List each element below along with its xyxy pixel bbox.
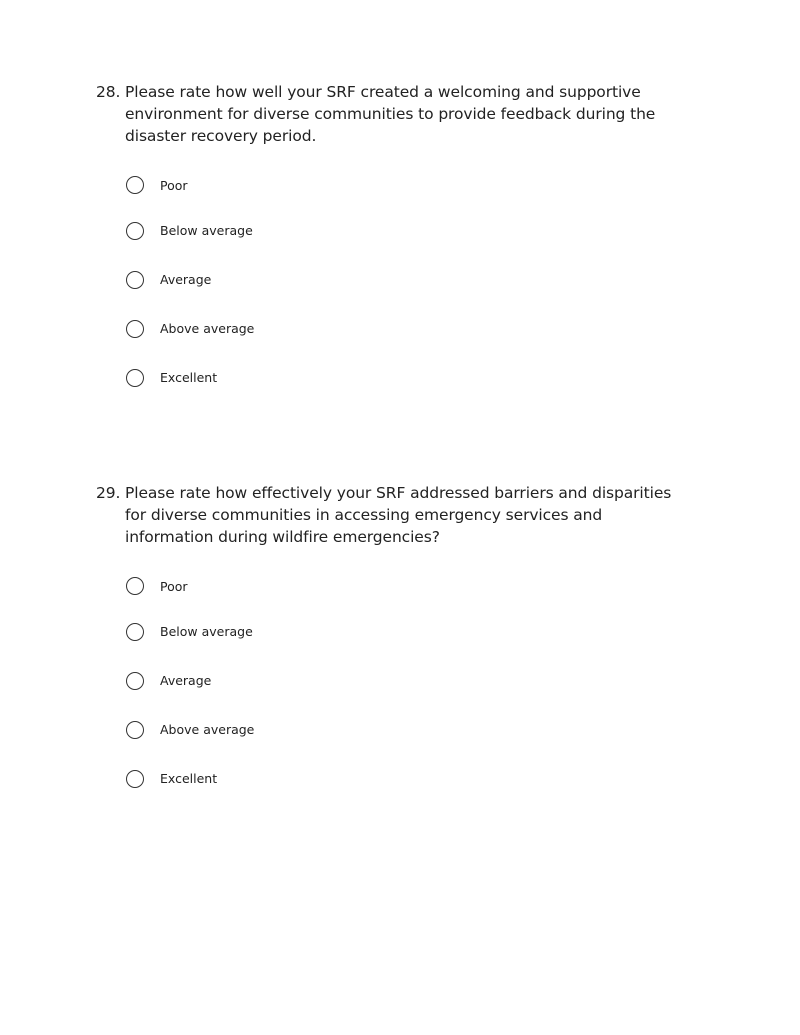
option-label: Above average xyxy=(160,321,255,336)
radio-group xyxy=(126,565,686,803)
option-poor[interactable] xyxy=(126,565,686,607)
option-excellent[interactable] xyxy=(126,353,686,402)
option-label: Average xyxy=(160,673,212,688)
option-average[interactable] xyxy=(126,255,686,304)
question-text-row xyxy=(96,81,686,147)
option-above-average[interactable] xyxy=(126,304,686,353)
option-label: Below average xyxy=(160,624,253,639)
question-29 xyxy=(96,482,686,803)
radio-group xyxy=(126,164,686,402)
option-label: Excellent xyxy=(160,771,218,786)
radio-button[interactable] xyxy=(126,369,144,387)
option-label: Above average xyxy=(160,722,255,737)
question-text-row xyxy=(96,482,686,548)
question-28 xyxy=(96,81,686,402)
option-label: Below average xyxy=(160,223,253,238)
option-label: Poor xyxy=(160,578,188,594)
option-below-average[interactable] xyxy=(126,206,686,255)
option-label: Poor xyxy=(160,177,188,193)
option-label: Average xyxy=(160,272,212,287)
question-number: 28. xyxy=(96,83,121,101)
question-text: Please rate how well your SRF created a welcoming and supportive environment for diverse communities to provide feedback during the disaster recovery period. xyxy=(125,83,656,145)
radio-button[interactable] xyxy=(126,577,144,595)
question-number: 29. xyxy=(96,484,121,502)
option-above-average[interactable] xyxy=(126,705,686,754)
radio-button[interactable] xyxy=(126,320,144,338)
option-average[interactable] xyxy=(126,656,686,705)
radio-button[interactable] xyxy=(126,176,144,194)
option-excellent[interactable] xyxy=(126,754,686,803)
option-below-average[interactable] xyxy=(126,607,686,656)
radio-button[interactable] xyxy=(126,222,144,240)
radio-button[interactable] xyxy=(126,770,144,788)
question-text: Please rate how effectively your SRF addressed barriers and disparities for diverse communities in accessing emergency services and information during wildfire emergencies? xyxy=(125,484,672,546)
option-label: Excellent xyxy=(160,370,218,385)
radio-button[interactable] xyxy=(126,271,144,289)
radio-button[interactable] xyxy=(126,672,144,690)
option-poor[interactable] xyxy=(126,164,686,206)
radio-button[interactable] xyxy=(126,623,144,641)
radio-button[interactable] xyxy=(126,721,144,739)
